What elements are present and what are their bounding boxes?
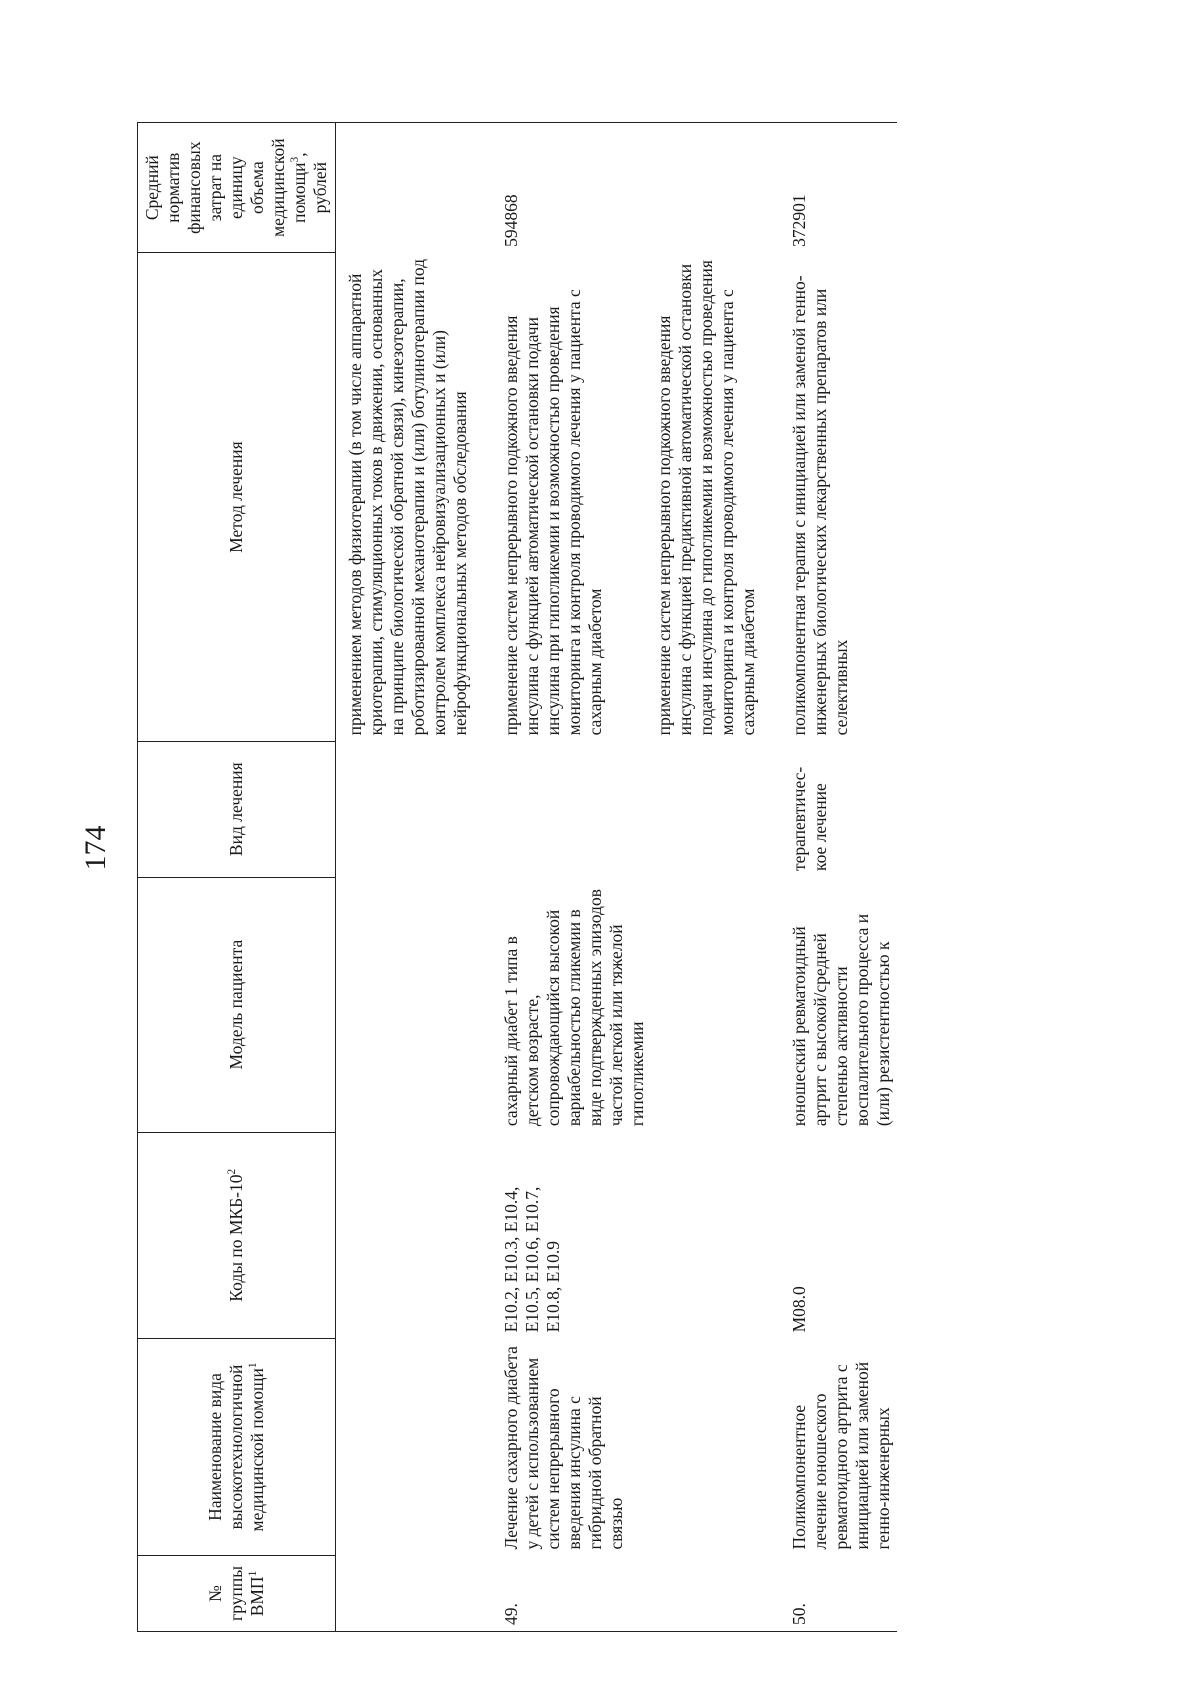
cost-norm: 372901	[786, 123, 897, 253]
patient-model: юношеский ревматоидный артрит с высокой/средней степенью активности воспалительного процесса и (или) резистентностью к	[789, 913, 893, 1127]
treatment-method	[498, 253, 762, 742]
vmp-name: Поликомпонентное лечение юношеского ревматоидного артрита с инициацией или заменой генно-инженерных	[789, 1361, 893, 1550]
icd-codes: E10.2, E10.3, E10.4, E10.5, E10.6, E10.7, E10.8, E10.9	[501, 1186, 563, 1333]
rotated-table-container	[137, 122, 1137, 1632]
header-icd-codes: Коды по МКБ-$10^2$	[138, 1132, 336, 1338]
patient-model: сахарный диабет 1 типа в детском возрасте, сопровождающийся высокой вариабельностью гликемии в виде подтвержденных эпизодов частой легкой или тяжелой гипогликемии	[501, 889, 647, 1127]
method-continuation: применением методов физиотерапии (в том числе аппаратной криотерапии, стимуляционных токов в движении, основанных на принципе биологической обратной связи), кинезотерапии, роботизированной механотерапии и (или) ботулинотерапии под контролем комплекса нейровизуализационных и (или) нейрофункциональных методов обследования	[345, 258, 470, 736]
table-header	[138, 123, 336, 1632]
vmp-name: Лечение сахарного диабета у детей с использованием систем непрерывного введения инсулина с гибридной обратной связью	[501, 1346, 626, 1550]
vmp-table	[137, 122, 897, 1632]
treatment-method: поликомпонентная терапия с инициацией или заменой генно-инженерных биологических лекарственных препаратов или селективных	[789, 275, 851, 736]
table-row-49	[498, 123, 762, 1632]
treatment-kind: терапевтичес-кое лечение	[789, 766, 830, 872]
icd-codes: M08.0	[789, 1286, 809, 1333]
header-group-number: № группы ВМП$^1$	[138, 1556, 336, 1632]
row-number: 49.	[498, 1556, 762, 1632]
header-treatment-method: Метод лечения	[138, 253, 336, 742]
treatment-method-2: применение систем непрерывного подкожного введения инсулина с функцией предиктивной автоматической остановки подачи инсулина до гипогликемии и возможностью проведения мониторинга и контроля проводимого лечения у пациента с сахарным диабетом	[654, 260, 758, 736]
header-patient-model: Модель пациента	[138, 877, 336, 1132]
page-number: 174	[79, 825, 112, 871]
header-cost-norm: Средний норматив финансовых затрат на единицу объема медицинской помощи$^3$, рублей	[138, 123, 336, 253]
table-row-continuation	[342, 123, 474, 1632]
header-treatment-kind: Вид лечения	[138, 741, 336, 877]
cost-norm: 594868	[498, 123, 762, 253]
row-number: 50.	[786, 1556, 897, 1632]
header-vmp-name: Наименование вида высокотехнологичной медицинской помощи$^1$	[138, 1338, 336, 1555]
treatment-kind	[498, 741, 762, 877]
table-row-50	[786, 123, 897, 1632]
treatment-method-1: применение систем непрерывного подкожного введения инсулина с функцией автоматической остановки подачи инсулина при гипогликемии и возможностью проведения мониторинга и контроля проводимого лечения у пациента с сахарным диабетом	[501, 289, 605, 736]
